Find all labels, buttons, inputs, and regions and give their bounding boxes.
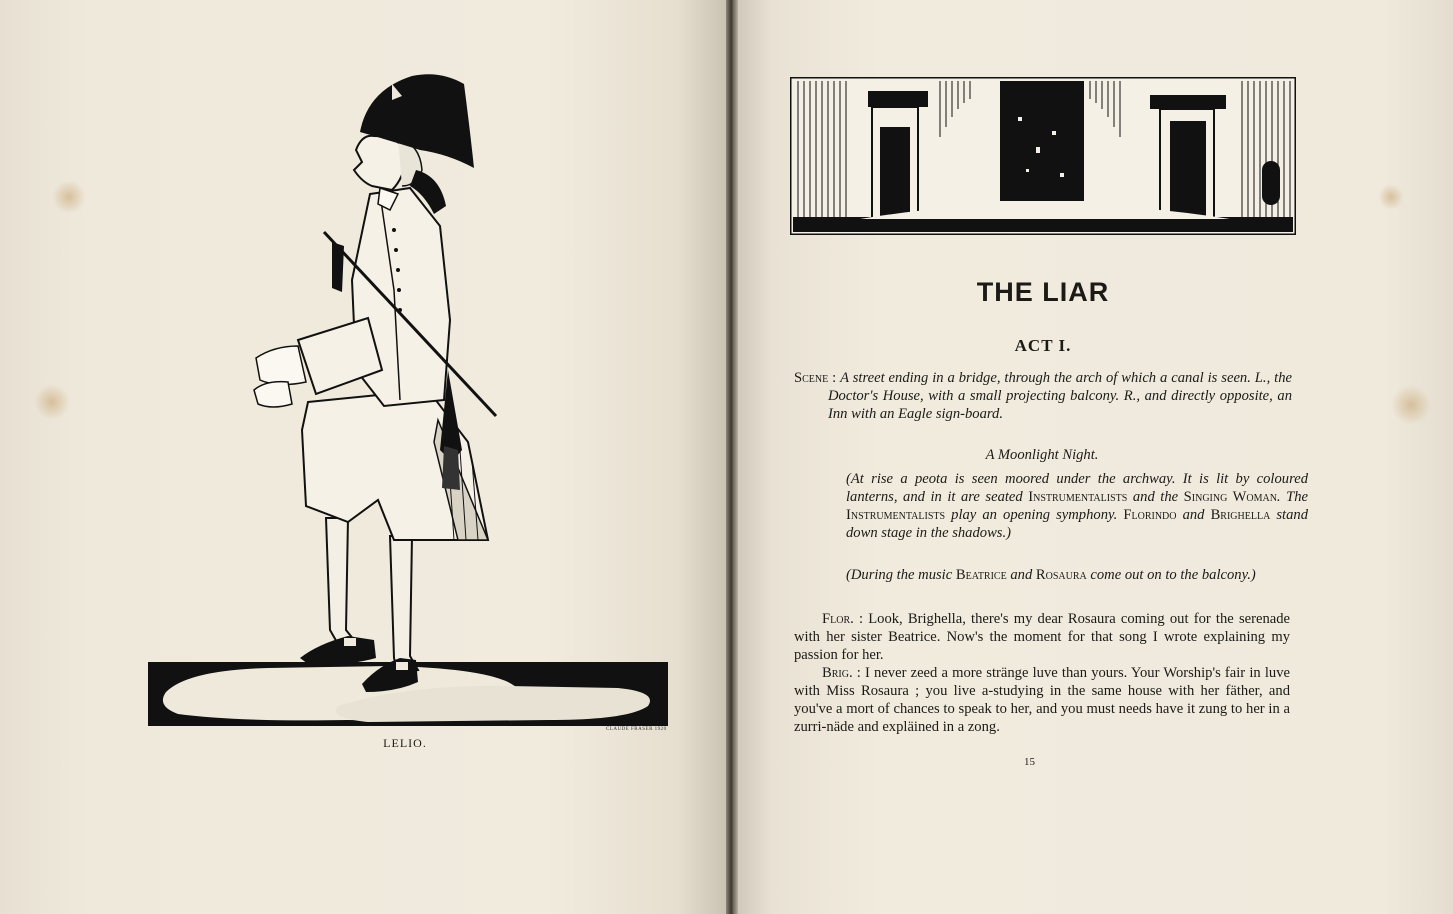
direction-text: and xyxy=(1176,507,1211,523)
time-of-scene xyxy=(794,446,1290,464)
foxing-stain xyxy=(52,180,86,214)
direction-text: and xyxy=(1006,567,1036,583)
foxing-stain xyxy=(1378,184,1404,210)
direction-text: and the xyxy=(1127,489,1184,505)
lelio-illustration xyxy=(148,70,668,726)
character-name: Instrumentalists xyxy=(846,507,946,523)
character-name: Rosaura xyxy=(1035,567,1087,583)
book-gutter xyxy=(726,0,738,914)
direction-text: stand down stage in the shadows.) xyxy=(846,507,1308,541)
character-name: Singing Woman xyxy=(1183,489,1277,505)
speaker-label: Brig. : xyxy=(822,665,861,681)
time-text: A Moonlight Night. xyxy=(985,447,1099,463)
stage-direction-1 xyxy=(828,470,1308,542)
scene-label: Scene : xyxy=(794,370,837,386)
foxing-stain xyxy=(34,384,70,420)
speech-florindo xyxy=(794,610,1290,664)
speech-brighella xyxy=(794,664,1290,736)
character-name: Brighella xyxy=(1210,507,1271,523)
artist-signature: CLAUDE FRASER 1920 xyxy=(606,727,667,732)
direction-text: come out on to the balcony.) xyxy=(1086,567,1256,583)
character-name: Instrumentalists xyxy=(1028,489,1128,505)
page-number: 15 xyxy=(1024,756,1035,768)
speech-text: I never zeed a more strӓnge luve than yours. Your Worship's fair in luve with Miss Rosaura ; you live a-studying in the same house with her fӓther, and you've a mort of chances to speak to her, and you must needs have it zung to her in a zurri-nӓde and explӓined in a zong. xyxy=(794,665,1290,735)
character-name: Beatrice xyxy=(955,567,1007,583)
street-scene-headpiece xyxy=(790,77,1296,235)
speaker-label: Flor. : xyxy=(822,611,864,627)
character-name: Florindo xyxy=(1123,507,1177,523)
speech-text: Look, Brighella, there's my dear Rosaura coming out for the serenade with her sister Beatrice. Now's the moment for that song I wrote explaining my passion for her. xyxy=(794,611,1290,663)
direction-text: (At rise a peota is seen moored under the archway. It is lit by coloured lanterns, and in it are seated xyxy=(846,471,1308,505)
direction-text: play an opening symphony. xyxy=(945,507,1124,523)
act-heading: ACT I. xyxy=(1014,336,1072,355)
direction-text: . The xyxy=(1276,489,1308,505)
play-title: THE LIAR xyxy=(976,277,1110,307)
stage-direction-2 xyxy=(846,566,1290,584)
scene-text: A street ending in a bridge, through the arch of which a canal is seen. L., the Doctor's House, with a small projecting balcony. R., and directly opposite, an Inn with an Eagle sign-board. xyxy=(828,370,1292,422)
direction-text: (During the music xyxy=(846,567,956,583)
scene-description xyxy=(794,369,1292,423)
foxing-stain xyxy=(1392,384,1430,426)
illustration-caption: LELIO. xyxy=(383,736,427,750)
